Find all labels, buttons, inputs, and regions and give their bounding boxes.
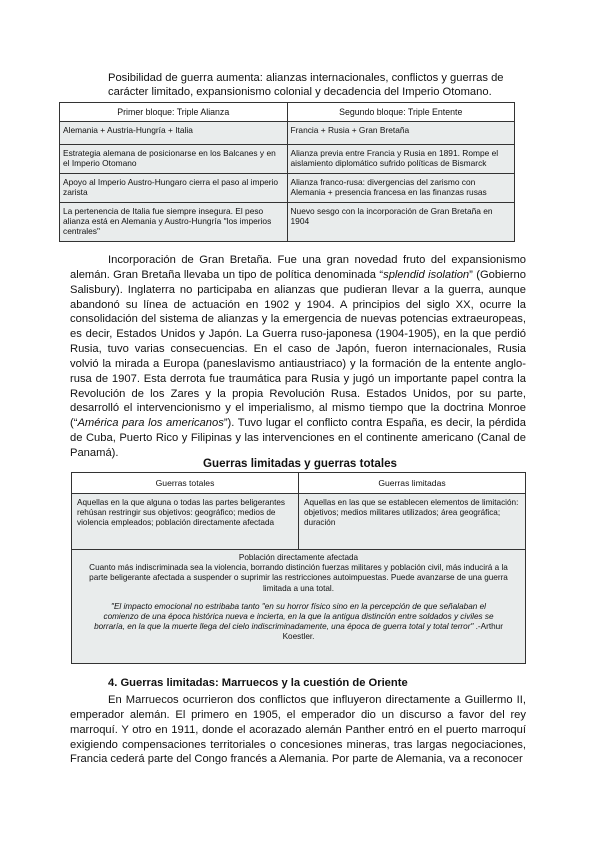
body-paragraph-2 xyxy=(70,693,526,767)
table-cell: Francia + Rusia + Gran Bretaña xyxy=(287,122,515,145)
subsection-title: 4. Guerras limitadas: Marruecos y la cuestión de Oriente xyxy=(108,677,408,689)
table-row xyxy=(60,145,515,174)
merged-text: Cuanto más indiscriminada sea la violencia, borrando distinción fuerzas militares y población civil, más inducirá a la parte beligerante afectada a suspender o suprimir las restricciones autoimpuestas. Puede avanzarse de una guerra limitada a una total. xyxy=(89,563,508,593)
paragraph xyxy=(70,253,526,461)
table-header-cell: Guerras limitadas xyxy=(378,478,446,488)
table-cell: Estrategia alemana de posicionarse en los Balcanes y en el Imperio Otomano xyxy=(60,145,288,174)
intro-paragraph xyxy=(108,71,518,99)
table-row xyxy=(60,122,515,145)
table-cell: Aquellas en la que alguna o todas las partes beligerantes rehúsan restringir sus objetivos: geográfico; medios de violencia empleados; población directamente afectada xyxy=(72,494,299,549)
body-paragraph-1 xyxy=(70,253,526,461)
alliances-table xyxy=(59,102,515,242)
quote-text: "El impacto emocional no estribaba tanto "en su horror físico sino en la percepción de que señalaban el comienzo de una época histórica nueva e incierta, en la que la antigua distinción entre soldados y civiles se borraría, en la que la muerte llega del cielo indiscriminadamente, una época de guerra total y total terror" xyxy=(94,601,494,632)
table-row xyxy=(60,174,515,203)
table-header-cell: Guerras totales xyxy=(72,473,299,493)
table-cell: Alemania + Austria-Hungría + Italia xyxy=(60,122,288,145)
table-header-cell: Primer bloque: Triple Alianza xyxy=(60,103,288,122)
table-header-cell: Segundo bloque: Triple Entente xyxy=(287,103,515,122)
table-cell: Alianza previa entre Francia y Rusia en 1891. Rompe el aislamiento diplomático sufrido políticas de Bismarck xyxy=(287,145,515,174)
section-title: Guerras limitadas y guerras totales xyxy=(203,457,397,470)
italic-term: splendid isolation xyxy=(383,268,470,281)
table-cell: Alianza franco-rusa: divergencias del zarismo con Alemania + presencia francesa en las finanzas rusas xyxy=(287,174,515,203)
merged-title: Población directamente afectada xyxy=(238,553,359,562)
table-row xyxy=(60,203,515,242)
wars-table xyxy=(71,472,526,664)
table-cell: La pertenencia de Italia fue siempre insegura. El peso alianza está en Alemania y Austro-Hungría "los imperios centrales" xyxy=(60,203,288,242)
merged-cell xyxy=(72,550,525,646)
table-cell: Nuevo sesgo con la incorporación de Gran Bretaña en 1904 xyxy=(287,203,515,242)
table-row xyxy=(72,494,525,550)
text-span: ”). Tuvo lugar el conflicto contra España, es decir, la pérdida de Cuba, Puerto Rico y Filipinas y las intervenciones en el continente americano (Canal de Panamá). xyxy=(70,417,527,459)
table-header-row xyxy=(60,103,515,122)
quote-author: .-Arthur Koestler. xyxy=(282,622,503,642)
table-header-row xyxy=(72,473,525,494)
text-span: Incorporación de Gran Bretaña. Fue una gran novedad fruto del expansionismo alemán. Gran Bretaña llevaba un tipo de política denominada “ xyxy=(70,254,526,281)
table-cell: Aquellas en las que se establecen elementos de limitación: objetivos; medios militares utilizados; área geográfica; duración xyxy=(304,498,519,527)
italic-term: América para los americanos xyxy=(77,417,224,430)
intro-text: Posibilidad de guerra aumenta: alianzas internacionales, conflictos y guerras de carácter limitado, expansionismo colonial y decadencia del Imperio Otomano. xyxy=(108,72,504,98)
paragraph: En Marruecos ocurrieron dos conflictos que influyeron directamente a Guillermo II, emperador alemán. El primero en 1905, el emperador dio un discurso a favor del rey marroquí. Y otro en 1911, donde el acorazado alemán Panther entró en el puerto marroquí exigiendo compensaciones territoriales o concesiones mineras, tras largas negociaciones, Francia cederá parte del Congo francés a Alemania. Por parte de Alemania, va a reconocer xyxy=(70,694,526,766)
quote xyxy=(80,602,517,643)
table-cell: Apoyo al Imperio Austro-Hungaro cierra el paso al imperio zarista xyxy=(60,174,288,203)
text-span: ” (Gobierno Salisbury). Inglaterra no participaba en alianzas que pudieran llevar a la guerra, aunque abandonó su línea de actuación en 1902 y 1904. A principios del siglo XX, ocurre la consolidación del sistema de alianzas y la emergencia de nuevas potencias extraeuropeas, es decir, Estados Unidos y Japón. La Guerra ruso-japonesa (1904-1905), en la que perdió Rusia, tuvo varias consecuencias. En el caso de Japón, fueron internacionales, Rusia volvió la mirada a Europa (paneslavismo antiaustriaco) y la formación de la entente anglo-rusa de 1907. Esta derrota fue traumática para Rusia y jugó un importante papel contra la Revolución de los Zares y la propia Revolución Rusa. Estados Unidos, por su parte, desarrolló el intervencionismo y el imperialismo, al mismo tiempo que la doctrina Monroe (“ xyxy=(70,268,526,430)
